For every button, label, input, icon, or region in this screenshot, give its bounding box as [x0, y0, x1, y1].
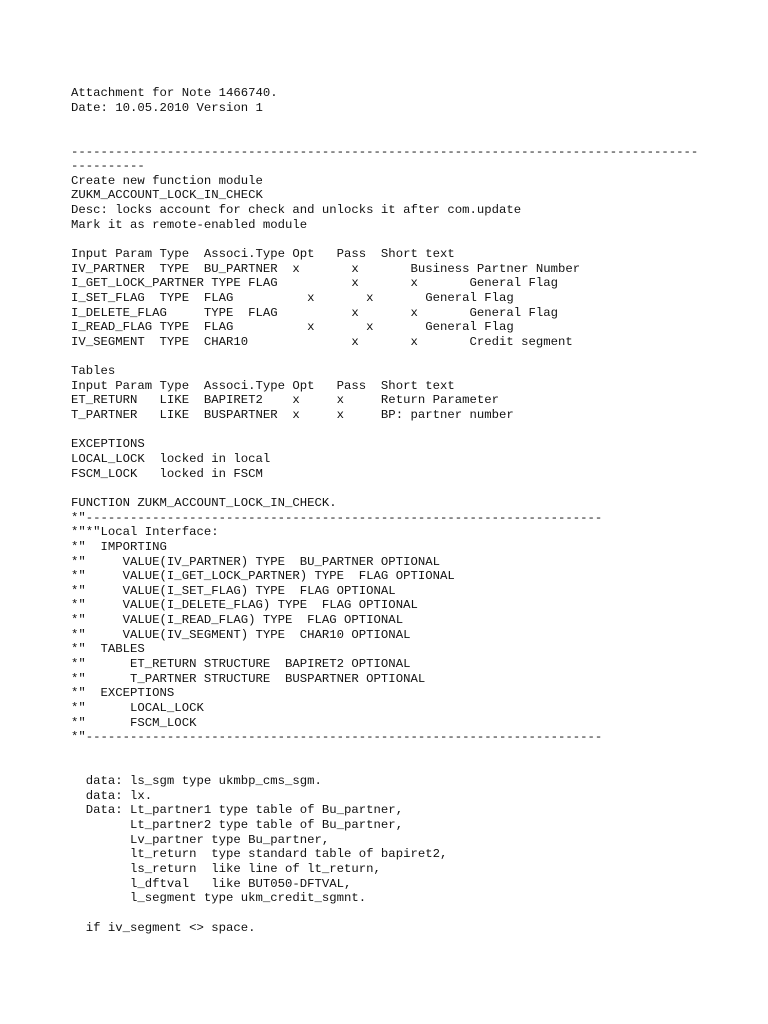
text-line: *" TABLES — [71, 642, 145, 657]
text-line: *" IMPORTING — [71, 539, 167, 554]
text-line: Data: Lt_partner1 type table of Bu_partner, — [71, 803, 404, 818]
text-line: Input Param Type Associ.Type Opt Pass Short text — [71, 247, 455, 262]
text-line: Mark it as remote-enabled module — [71, 217, 308, 232]
text-line: ZUKM_ACCOUNT_LOCK_IN_CHECK — [71, 188, 263, 203]
text-line: *" VALUE(I_DELETE_FLAG) TYPE FLAG OPTIONAL — [71, 598, 418, 613]
text-line: I_READ_FLAG TYPE FLAG x x General Flag — [71, 320, 514, 335]
text-line: *" VALUE(IV_SEGMENT) TYPE CHAR10 OPTIONAL — [71, 627, 411, 642]
text-line: if iv_segment <> space. — [71, 920, 256, 935]
text-line: ET_RETURN LIKE BAPIRET2 x x Return Parameter — [71, 393, 500, 408]
text-line: LOCAL_LOCK locked in local — [71, 452, 271, 467]
text-line — [71, 906, 761, 921]
text-line: T_PARTNER LIKE BUSPARTNER x x BP: partner number — [71, 408, 514, 423]
text-line: *" VALUE(IV_PARTNER) TYPE BU_PARTNER OPTIONAL — [71, 554, 440, 569]
text-line: Create new function module — [71, 173, 263, 188]
text-line: *"---------------------------------------------------------------------- — [71, 510, 603, 525]
text-line: FUNCTION ZUKM_ACCOUNT_LOCK_IN_CHECK. — [71, 495, 337, 510]
text-line — [71, 115, 761, 130]
text-line: Input Param Type Associ.Type Opt Pass Short text — [71, 378, 455, 393]
text-line: *"*"Local Interface: — [71, 525, 219, 540]
text-line: *" T_PARTNER STRUCTURE BUSPARTNER OPTIONAL — [71, 671, 426, 686]
text-line: Attachment for Note 1466740. — [71, 86, 278, 100]
text-line — [71, 745, 761, 760]
text-line: *" VALUE(I_SET_FLAG) TYPE FLAG OPTIONAL — [71, 583, 396, 598]
text-line: ---------- — [71, 159, 145, 174]
text-line: lt_return type standard table of bapiret2, — [71, 847, 448, 862]
text-line: Tables — [71, 364, 116, 379]
text-line — [71, 759, 761, 774]
document-text — [71, 86, 761, 935]
text-line: *" EXCEPTIONS — [71, 686, 175, 701]
text-line — [71, 130, 761, 145]
text-line: Lv_partner type Bu_partner, — [71, 832, 330, 847]
text-line: *" LOCAL_LOCK — [71, 700, 204, 715]
text-line: Desc: locks account for check and unlocks it after com.update — [71, 203, 522, 218]
text-line — [71, 423, 761, 438]
text-line: IV_PARTNER TYPE BU_PARTNER x x Business Partner Number — [71, 261, 581, 276]
text-line: data: ls_sgm type ukmbp_cms_sgm. — [71, 774, 322, 789]
text-line: ------------------------------------------------------------------------------------- — [71, 144, 699, 159]
text-line: Date: 10.05.2010 Version 1 — [71, 100, 263, 115]
text-line: Lt_partner2 type table of Bu_partner, — [71, 818, 404, 833]
text-line: data: lx. — [71, 788, 153, 803]
text-line: EXCEPTIONS — [71, 437, 145, 452]
text-line: l_dftval like BUT050-DFTVAL, — [71, 876, 352, 891]
text-line — [71, 232, 761, 247]
text-line: l_segment type ukm_credit_sgmnt. — [71, 891, 367, 906]
text-line: ls_return like line of lt_return, — [71, 861, 381, 876]
text-line: *" ET_RETURN STRUCTURE BAPIRET2 OPTIONAL — [71, 656, 411, 671]
text-line: I_GET_LOCK_PARTNER TYPE FLAG x x General Flag — [71, 276, 559, 291]
text-line: FSCM_LOCK locked in FSCM — [71, 466, 263, 481]
text-line: I_DELETE_FLAG TYPE FLAG x x General Flag — [71, 305, 559, 320]
text-line: IV_SEGMENT TYPE CHAR10 x x Credit segment — [71, 334, 573, 349]
text-line: *" FSCM_LOCK — [71, 715, 197, 730]
text-line: *" VALUE(I_GET_LOCK_PARTNER) TYPE FLAG OPTIONAL — [71, 569, 455, 584]
text-line: I_SET_FLAG TYPE FLAG x x General Flag — [71, 290, 514, 305]
text-line — [71, 350, 761, 365]
text-line: *" VALUE(I_READ_FLAG) TYPE FLAG OPTIONAL — [71, 613, 404, 628]
text-line — [71, 481, 761, 496]
text-line: *"---------------------------------------------------------------------- — [71, 730, 603, 745]
